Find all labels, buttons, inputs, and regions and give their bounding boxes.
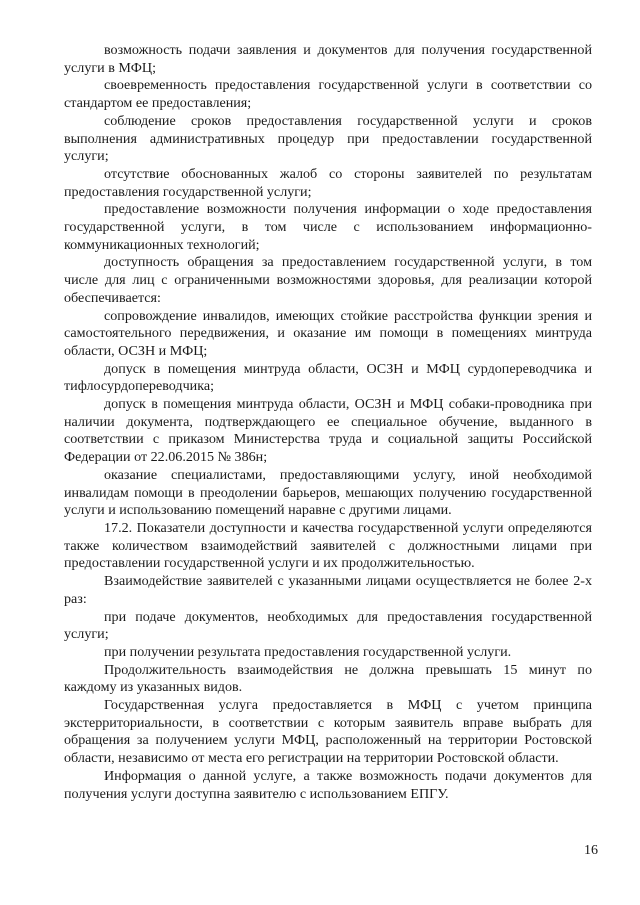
paragraph-15: Продолжительность взаимодействия не должна превышать 15 минут по каждому из указанных видов.	[64, 661, 592, 696]
page-number: 16	[584, 843, 598, 858]
paragraph-3: соблюдение сроков предоставления государственной услуги и сроков выполнения административных процедур при предоставлении государственной услуги;	[64, 112, 592, 165]
paragraph-13: при подаче документов, необходимых для предоставления государственной услуги;	[64, 608, 592, 643]
paragraph-6: доступность обращения за предоставлением государственной услуги, в том числе для лиц с ограниченными возможностями здоровья, для реализации которой обеспечивается:	[64, 254, 592, 306]
paragraph-8: допуск в помещения минтруда области, ОСЗН и МФЦ сурдопереводчика и тифлосурдопереводчика;	[64, 360, 592, 395]
paragraph-16: Государственная услуга предоставляется в МФЦ с учетом принципа экстерриториальности, в соответствии с которым заявитель вправе выбрать для обращения за получением услуги МФЦ, расположенный на территории Ростовской области, независимо от места его регистрации на территории Ростовской области.	[64, 697, 592, 767]
document-body	[64, 42, 592, 803]
paragraph-11: 17.2. Показатели доступности и качества государственной услуги определяются также количеством взаимодействий заявителей с должностными лицами при предоставлении государственной услуги и их продолжительностью.	[64, 519, 592, 572]
paragraph-9: допуск в помещения минтруда области, ОСЗН и МФЦ собаки-проводника при наличии документа, подтверждающего ее специальное обучение, выданного в соответствии с приказом Министерства труда и социальной защиты Российской Федерации от 22.06.2015 № 386н;	[64, 396, 592, 466]
paragraph-5: предоставление возможности получения информации о ходе предоставления государственной услуги, в том числе с использованием информационно-коммуникационных технологий;	[64, 201, 592, 253]
paragraph-12: Взаимодействие заявителей с указанными лицами осуществляется не более 2-х раз:	[64, 573, 592, 607]
paragraph-14: при получении результата предоставления государственной услуги.	[104, 643, 512, 660]
paragraph-17: Информация о данной услуге, а также возможность подачи документов для получения услуги доступна заявителю с использованием ЕПГУ.	[64, 767, 592, 802]
paragraph-2: своевременность предоставления государственной услуги в соответствии со стандартом ее предоставления;	[64, 77, 592, 112]
paragraph-4: отсутствие обоснованных жалоб со стороны заявителей по результатам предоставления государственной услуги;	[64, 165, 592, 200]
paragraph-10: оказание специалистами, предоставляющими услугу, иной необходимой инвалидам помощи в преодолении барьеров, мешающих получению государственной услуги и использованию помещений наравне с другими лицами.	[64, 466, 592, 519]
paragraph-1: возможность подачи заявления и документов для получения государственной услуги в МФЦ;	[64, 42, 592, 76]
paragraph-7: сопровождение инвалидов, имеющих стойкие расстройства функции зрения и самостоятельного передвижения, и оказание им помощи в помещениях минтруда области, ОСЗН и МФЦ;	[64, 307, 592, 359]
